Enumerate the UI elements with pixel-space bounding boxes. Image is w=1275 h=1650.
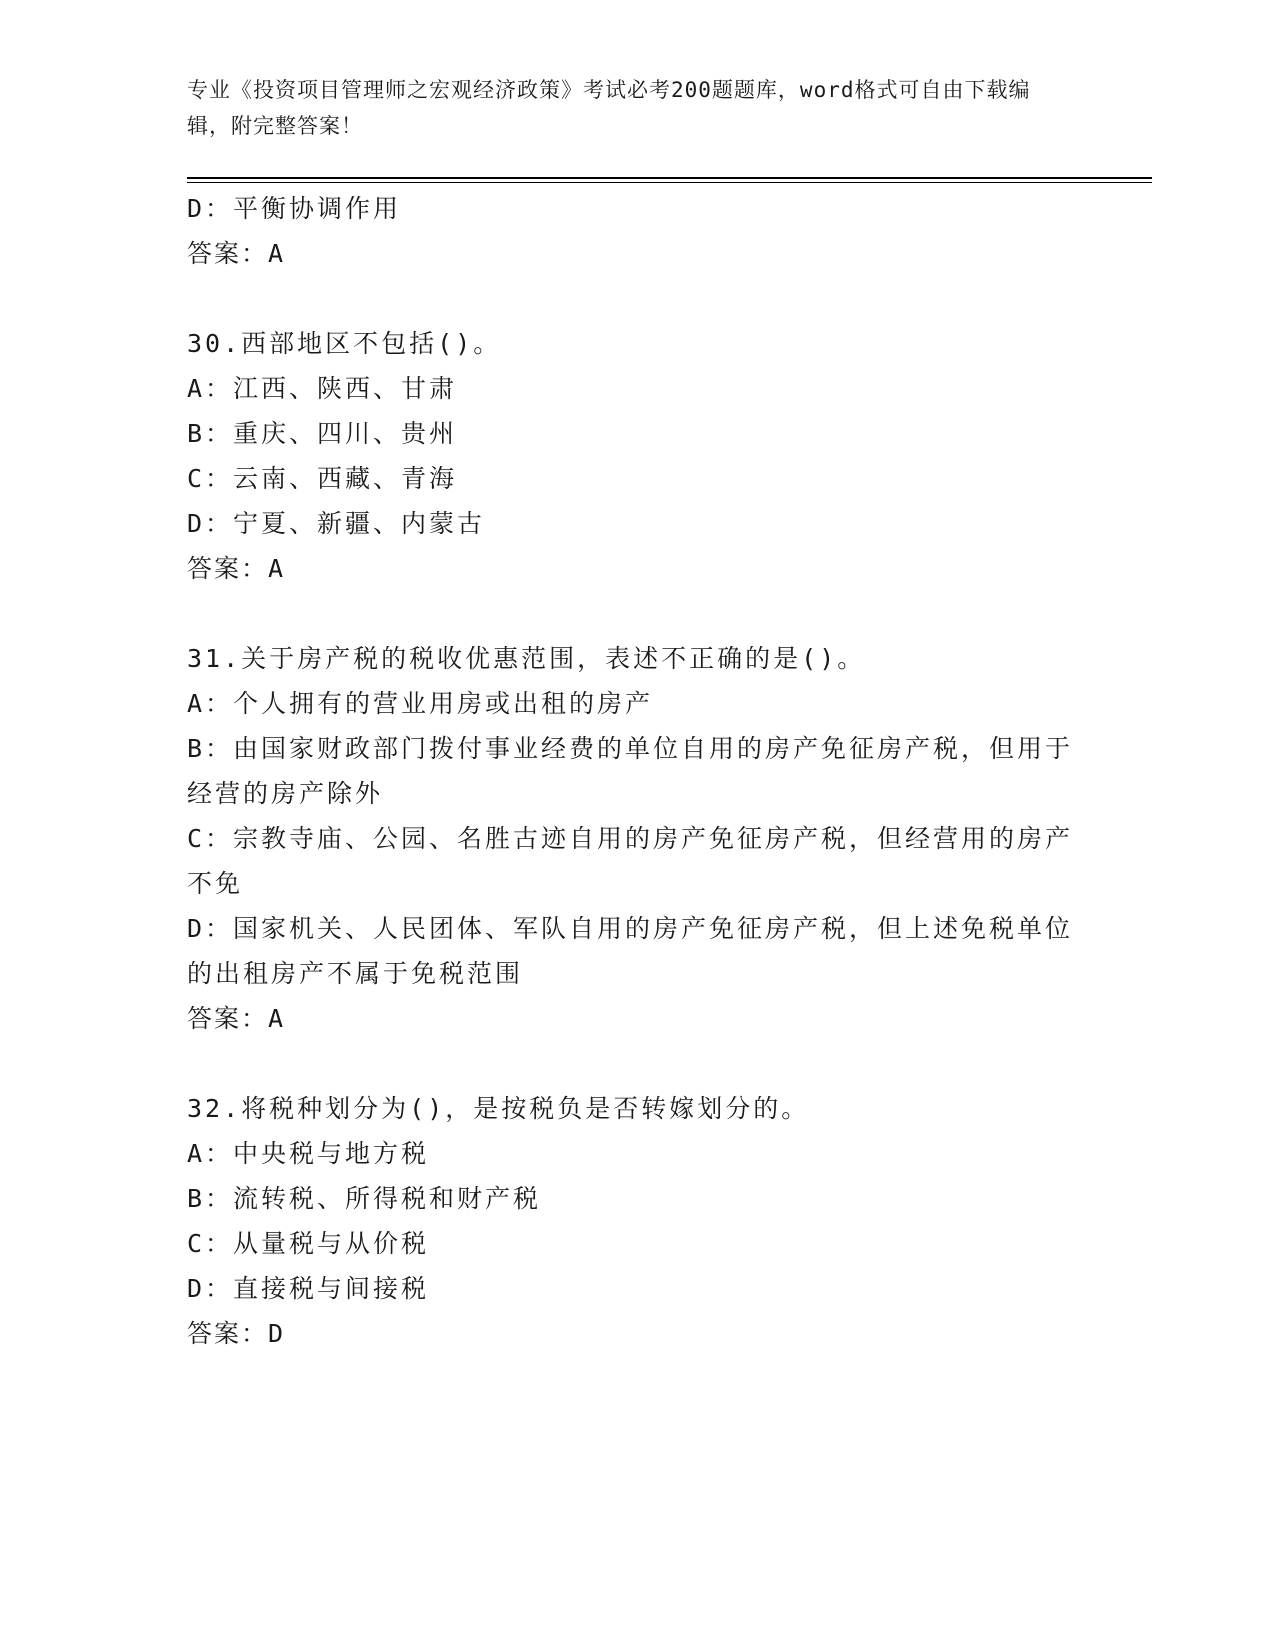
option-d: D：平衡协调作用 (187, 194, 402, 223)
previous-question-tail (187, 186, 1077, 276)
option-d: D：宁夏、新疆、内蒙古 (187, 509, 486, 538)
question-32 (187, 1086, 1077, 1356)
option-c: C：云南、西藏、青海 (187, 464, 458, 493)
document-header: 专业《投资项目管理师之宏观经济政策》考试必考200题题库，word格式可自由下载编辑，附完整答案！ (187, 78, 1031, 138)
option-a: A：中央税与地方税 (187, 1139, 430, 1168)
option-a: A：个人拥有的营业用房或出租的房产 (187, 689, 654, 718)
option-c: C：从量税与从价税 (187, 1229, 430, 1258)
answer-line: 答案：A (187, 239, 286, 268)
document-body (187, 186, 1077, 1356)
option-a: A：江西、陕西、甘肃 (187, 374, 458, 403)
header-rule-thick (187, 177, 1152, 179)
question-30 (187, 321, 1077, 591)
answer-line: 答案：A (187, 1004, 286, 1033)
option-b: B：由国家财政部门拨付事业经费的单位自用的房产免征房产税，但用于经营的房产除外 (187, 734, 1074, 808)
option-b: B：流转税、所得税和财产税 (187, 1184, 542, 1213)
option-c: C：宗教寺庙、公园、名胜古迹自用的房产免征房产税，但经营用的房产不免 (187, 824, 1074, 898)
answer-line: 答案：A (187, 554, 286, 583)
question-31 (187, 636, 1077, 1041)
option-b: B：重庆、四川、贵州 (187, 419, 458, 448)
option-d: D：直接税与间接税 (187, 1274, 430, 1303)
spacer (187, 1041, 1077, 1086)
answer-line: 答案：D (187, 1319, 286, 1348)
option-d: D：国家机关、人民团体、军队自用的房产免征房产税，但上述免税单位的出租房产不属于免税范围 (187, 914, 1074, 988)
question-stem: 30.西部地区不包括()。 (187, 329, 502, 358)
spacer (187, 591, 1077, 636)
question-stem: 31.关于房产税的税收优惠范围，表述不正确的是()。 (187, 644, 866, 673)
spacer (187, 276, 1077, 321)
header-rule-thin (187, 182, 1152, 183)
question-stem: 32.将税种划分为()，是按税负是否转嫁划分的。 (187, 1094, 810, 1123)
